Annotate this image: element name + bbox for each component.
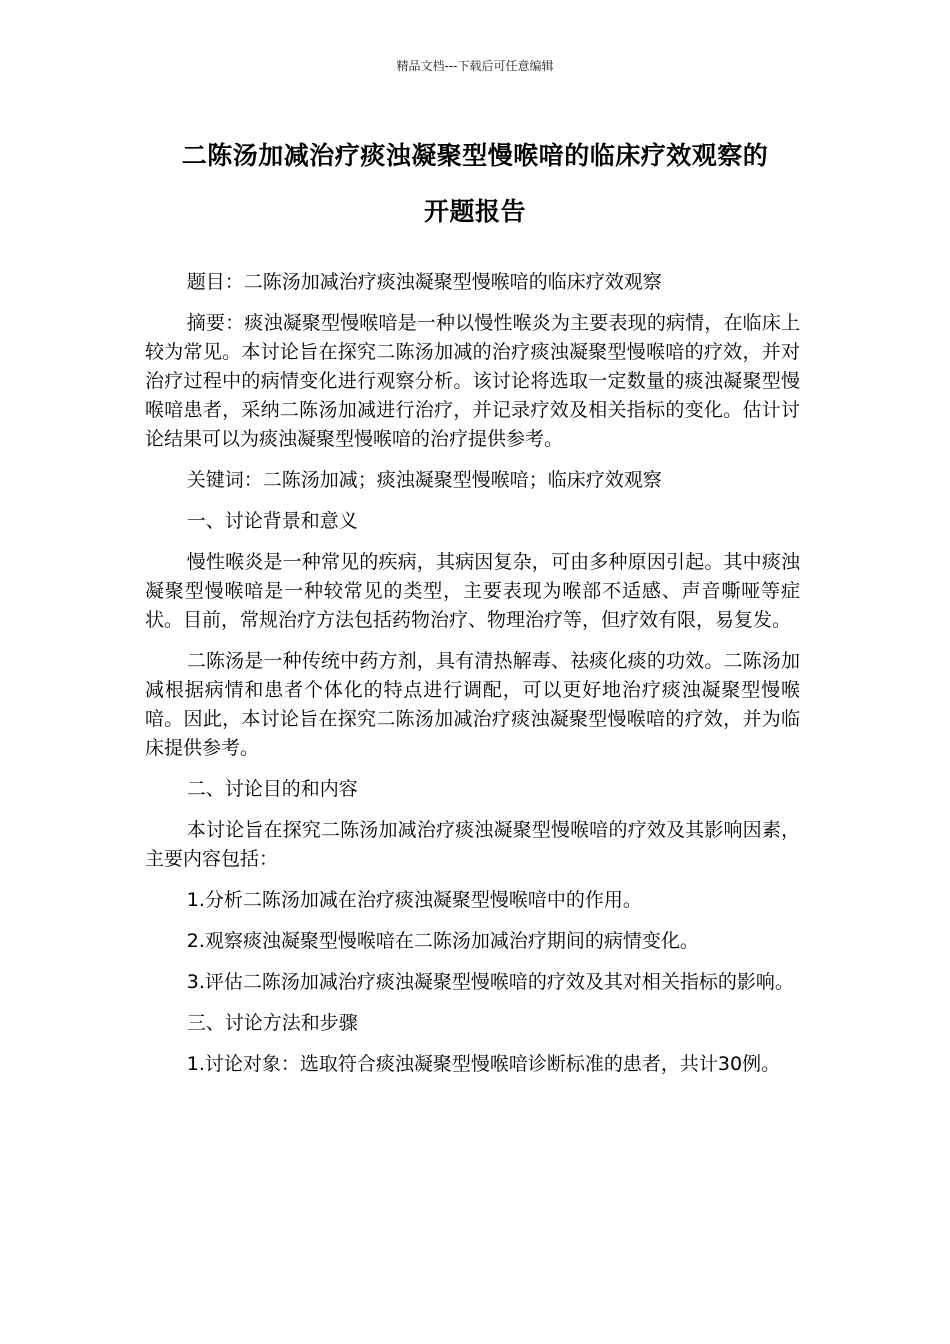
purpose-paragraph: 本讨论旨在探究二陈汤加减治疗痰浊凝聚型慢喉喑的疗效及其影响因素，主要内容包括： [145, 819, 800, 870]
purpose-item-1: 1.分析二陈汤加减在治疗痰浊凝聚型慢喉喑中的作用。 [186, 889, 642, 911]
methods-item-1: 1.讨论对象：选取符合痰浊凝聚型慢喉喑诊断标准的患者，共计30例。 [186, 1053, 781, 1075]
purpose-item-2: 2.观察痰浊凝聚型慢喉喑在二陈汤加减治疗期间的病情变化。 [186, 930, 699, 952]
background-paragraph-2: 二陈汤是一种传统中药方剂，具有清热解毒、祛痰化痰的功效。二陈汤加减根据病情和患者个体化的特点进行调配，可以更好地治疗痰浊凝聚型慢喉喑。因此，本讨论旨在探究二陈汤加减治疗痰浊凝聚型慢喉喑的疗效，并为临床提供参考。 [145, 650, 800, 759]
keywords-line: 关键词：二陈汤加减；痰浊凝聚型慢喉喑；临床疗效观察 [186, 469, 662, 491]
section-heading-methods: 三、讨论方法和步骤 [186, 1012, 358, 1034]
purpose-item-3: 3.评估二陈汤加减治疗痰浊凝聚型慢喉喑的疗效及其对相关指标的影响。 [186, 971, 794, 993]
header-note: 精品文档---下载后可任意编辑 [396, 59, 554, 73]
section-heading-purpose: 二、讨论目的和内容 [186, 778, 358, 800]
document-title [130, 128, 820, 240]
title-line-2: 开题报告 [423, 197, 526, 226]
topic-line: 题目：二陈汤加减治疗痰浊凝聚型慢喉喑的临床疗效观察 [186, 271, 662, 293]
document-body [145, 268, 800, 1091]
title-line-1: 二陈汤加减治疗痰浊凝聚型慢喉喑的临床疗效观察的 [181, 141, 769, 170]
background-paragraph-1: 慢性喉炎是一种常见的疾病，其病因复杂，可由多种原因引起。其中痰浊凝聚型慢喉喑是一种较常见的类型，主要表现为喉部不适感、声音嘶哑等症状。目前，常规治疗方法包括药物治疗、物理治疗等，但疗效有限，易复发。 [145, 551, 800, 631]
section-heading-background: 一、讨论背景和意义 [186, 510, 358, 532]
abstract-paragraph: 摘要：痰浊凝聚型慢喉喑是一种以慢性喉炎为主要表现的病情，在临床上较为常见。本讨论旨在探究二陈汤加减的治疗痰浊凝聚型慢喉喑的疗效，并对治疗过程中的病情变化进行观察分析。该讨论将选取一定数量的痰浊凝聚型慢喉喑患者，采纳二陈汤加减进行治疗，并记录疗效及相关指标的变化。估计讨论结果可以为痰浊凝聚型慢喉喑的治疗提供参考。 [145, 312, 800, 450]
